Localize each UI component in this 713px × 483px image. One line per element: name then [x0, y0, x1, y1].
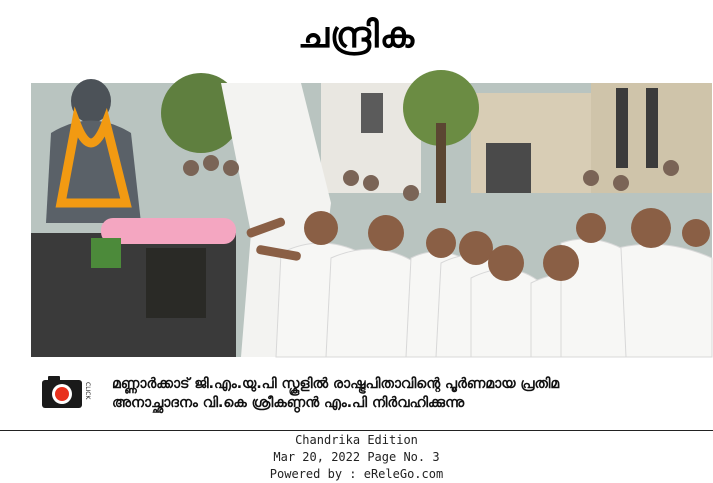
- camera-badge: CLICK: [84, 382, 91, 400]
- caption-line-1: മണ്ണാർക്കാട് ജി.എം.യു.പി സ്കൂളിൽ രാഷ്ട്രപിതാവിന്റെ പൂർണമായ പ്രതിമ: [112, 376, 560, 392]
- footer-powered-by[interactable]: Powered by : eReleGo.com: [269, 467, 444, 481]
- footer-divider: [0, 430, 713, 431]
- masthead-title: ചന്ദ്രിക: [297, 15, 416, 56]
- camera-icon: [42, 374, 90, 410]
- footer: [0, 432, 713, 483]
- photo-caption: [112, 375, 702, 413]
- footer-edition: Chandrika Edition: [295, 433, 418, 447]
- footer-date-page: Mar 20, 2022 Page No. 3: [273, 450, 440, 464]
- caption-line-2: അനാച്ഛാദനം വി.കെ ശ്രീകണ്ഠൻ എം.പി നിർവഹിക്കുന്നു: [112, 395, 465, 411]
- caption-row: [0, 366, 713, 424]
- news-photo-illustration: [31, 83, 712, 357]
- news-photo: [31, 83, 712, 357]
